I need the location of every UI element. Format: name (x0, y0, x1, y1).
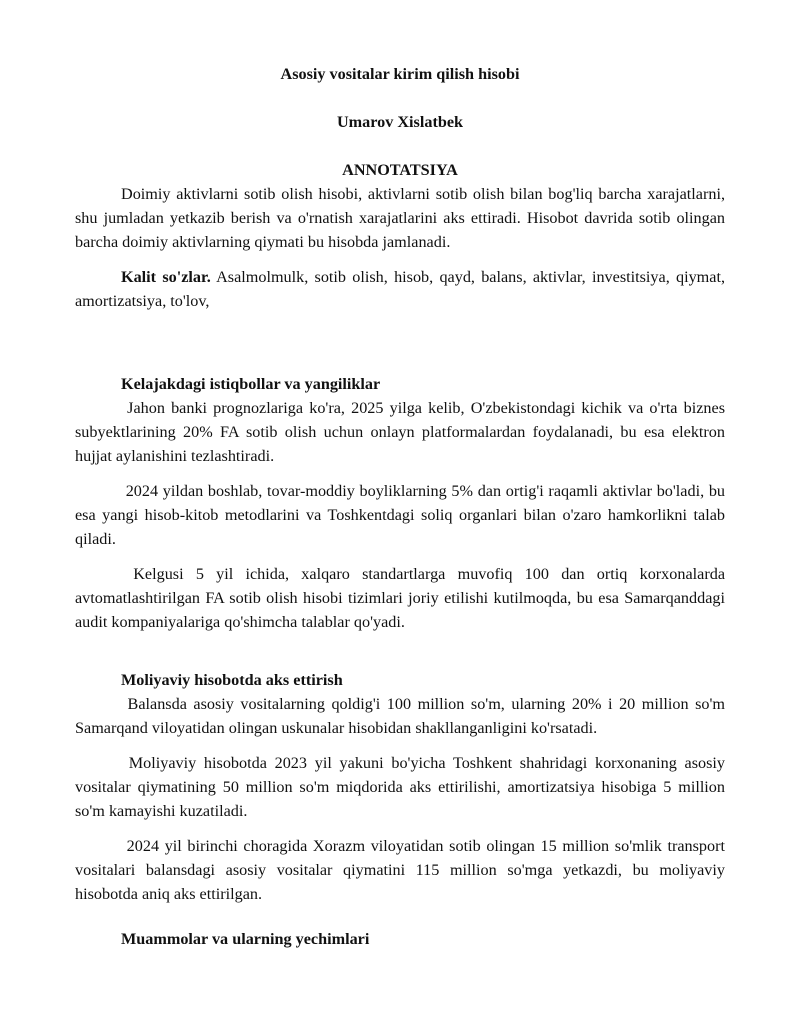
document-title: Asosiy vositalar kirim qilish hisobi (280, 65, 520, 83)
annotation-paragraph: Doimiy aktivlarni sotib olish hisobi, aktivlarni sotib olish bilan bog'liq barcha xarajatlarni, shu jumladan yetkazib berish va o'rnatish xarajatlarini aks ettiradi. Hisobot davrida sotib olingan barcha doimiy aktivlarning qiymati bu hisobda jamlanadi. (75, 185, 725, 251)
paragraph: Kelgusi 5 yil ichida, xalqaro standartlarga muvofiq 100 dan ortiq korxonalarda avtomatlashtirilgan FA sotib olish hisobi tizimlari joriy etilishi kutilmoqda, bu esa Samarqanddagi audit kompaniyalariga qo'shimcha talablar qo'yadi. (75, 565, 726, 631)
paragraph: Moliyaviy hisobotda 2023 yil yakuni bo'yicha Toshkent shahridagi korxonaning asosiy vositalar qiymatining 50 million so'm miqdorida aks ettirilishi, amortizatsiya hisobiga 5 million so'm kamayishi kuzatiladi. (75, 754, 726, 820)
keywords-paragraph (75, 265, 725, 313)
paragraph: Jahon banki prognozlariga ko'ra, 2025 yilga kelib, O'zbekistondagi kichik va o'rta biznes subyektlarining 20% FA sotib olish uchun onlayn platformalardan foydalanadi, bu esa elektron hujjat aylanishini tezlashtiradi. (75, 399, 725, 465)
paragraph: 2024 yildan boshlab, tovar-moddiy boyliklarning 5% dan ortig'i raqamli aktivlar bo'ladi, bu esa yangi hisob-kitob metodlarini va Toshkentdagi soliq organlari bilan o'zaro hamkorlikni talab qiladi. (75, 482, 726, 548)
keywords-label: Kalit so'zlar. (121, 268, 211, 286)
section-heading-reporting: Moliyaviy hisobotda aks ettirish (121, 671, 343, 689)
author-name: Umarov Xislatbek (336, 113, 464, 131)
paragraph: 2024 yil birinchi choragida Xorazm viloyatidan sotib olingan 15 million so'mlik transport vositalari balansdagi asosiy vositalar qiymatini 115 million so'mga yetkazdi, bu moliyaviy hisobotda aniq aks ettirilgan. (75, 837, 725, 903)
annotation-heading: ANNOTATSIYA (342, 161, 458, 179)
section-heading-problems: Muammolar va ularning yechimlari (121, 930, 370, 948)
paragraph: Balansda asosiy vositalarning qoldig'i 100 million so'm, ularning 20% i 20 million so'm Samarqand viloyatidan olingan uskunalar hisobidan shakllanganligini ko'rsatadi. (75, 695, 726, 737)
keywords-text: Asalmolmulk, sotib olish, hisob, qayd, balans, aktivlar, investitsiya, qiymat, amortizatsiya, to'lov, (75, 268, 726, 310)
section-heading-future: Kelajakdagi istiqbollar va yangiliklar (121, 375, 381, 393)
